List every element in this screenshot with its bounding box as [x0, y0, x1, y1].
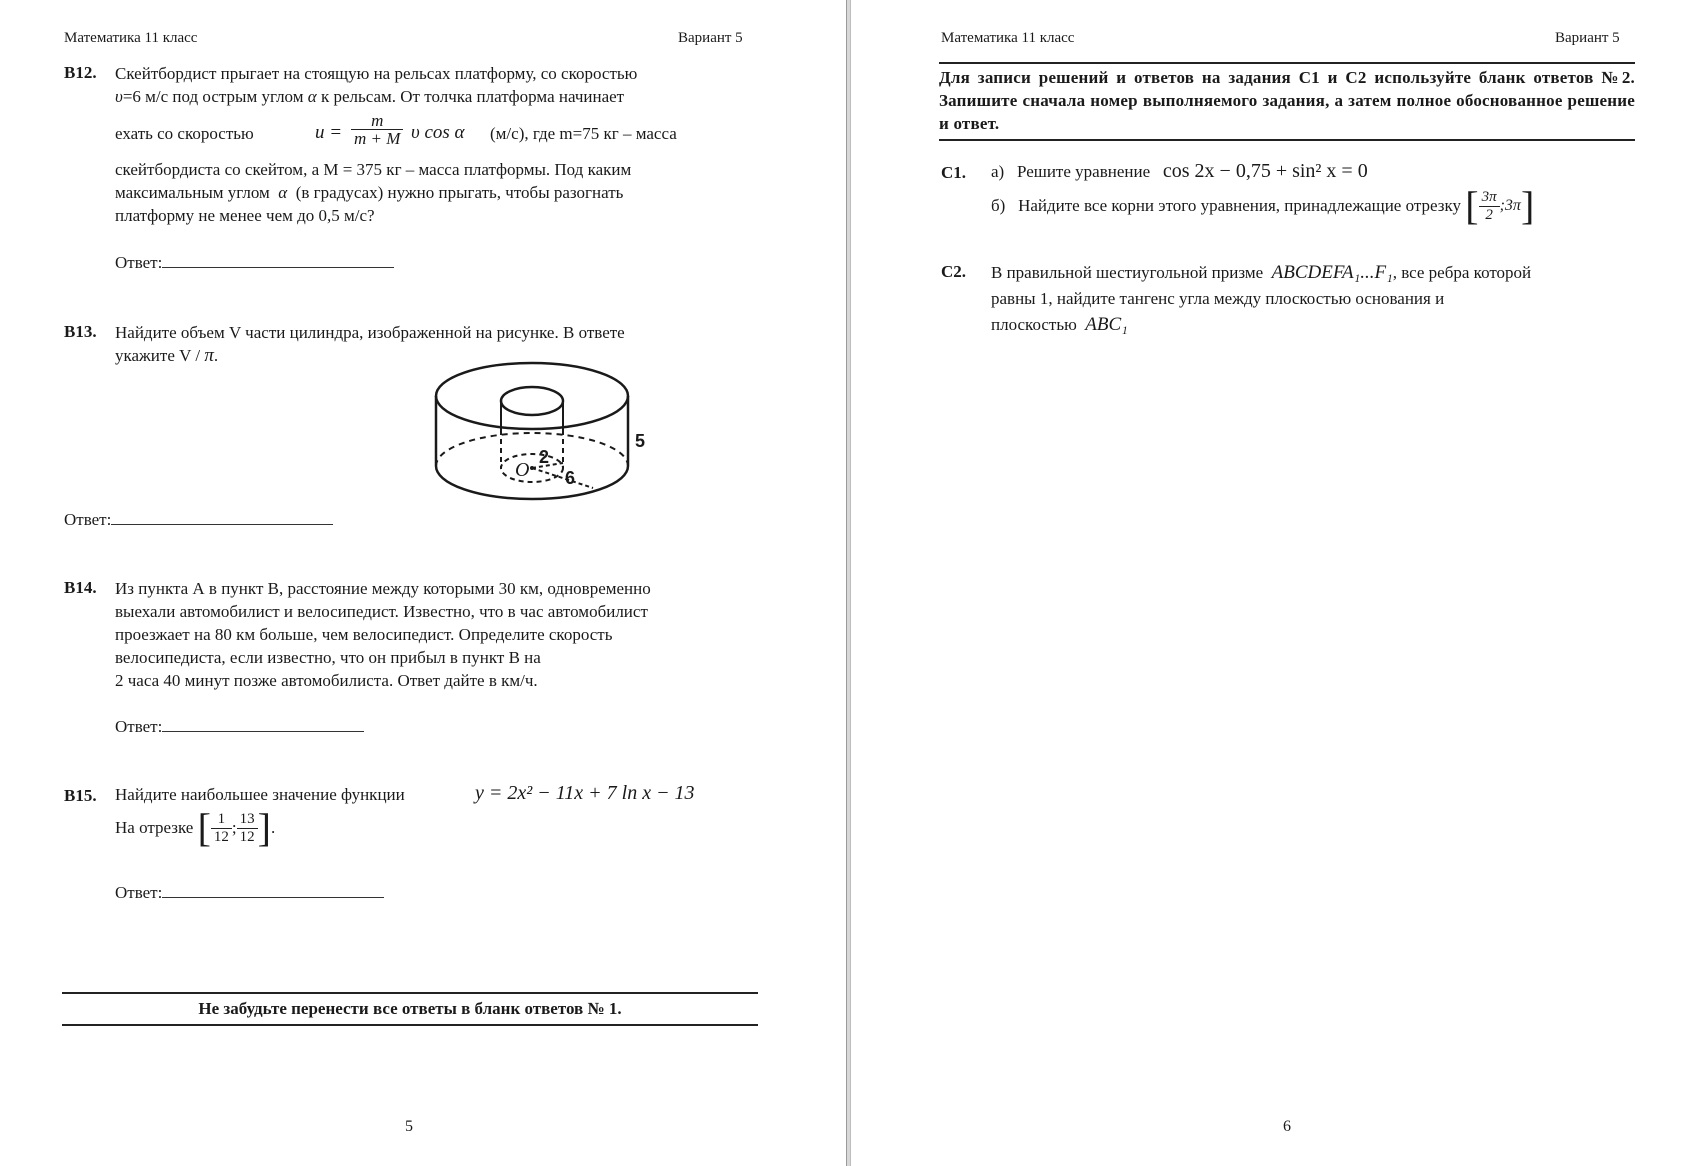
- b15-interval-line: На отрезке [ $\frac{1}{12}$ ; $\frac{13}{12}$ ].: [115, 805, 276, 850]
- task-b15-text: Найдите наибольшее значение функции: [115, 785, 405, 804]
- b14-answer: Ответ:: [115, 715, 364, 737]
- c1-part-b: б) Найдите все корни этого уравнения, принадлежащие отрезку [ $\frac{3\pi}{2}$ ;3π]: [991, 183, 1535, 228]
- b12-formula-lhs: u =: [315, 122, 343, 143]
- prism-name: ABCDEFA₁...F₁: [1271, 262, 1393, 283]
- b12-fraction: $\frac{m}{m + M}$: [351, 112, 403, 147]
- label-height: 5: [635, 431, 646, 451]
- b15-frac-lower: $\frac{1}{12}$: [211, 811, 232, 846]
- right-page-number: 6: [1283, 1118, 1291, 1135]
- b13-answer-line[interactable]: [111, 508, 333, 525]
- task-b14-text: Из пункта А в пункт В, расстояние между которыми 30 км, одновременно выехали автомобилист и велосипедист. Известно, что в час автомобилист проезжает на 80 км больше, чем велосипедист. Определите скорость велосипедиста, если известно, что он прибыл в пункт В на 2 часа 40 минут позже автомобилиста. Ответ дайте в км/ч.: [115, 579, 651, 690]
- task-c1-number: С1.: [941, 163, 967, 182]
- outer-top-ellipse: [436, 363, 628, 429]
- left-page-number: 5: [405, 1118, 413, 1135]
- task-b13-text: Найдите объем V части цилиндра, изображенной на рисунке. В ответе укажите V / π.: [115, 323, 625, 366]
- c1-interval-fraction: $\frac{3\pi}{2}$: [1479, 189, 1500, 224]
- b15-answer: Ответ:: [115, 881, 384, 903]
- task-b15-number: В15.: [64, 786, 97, 805]
- hollow-cylinder-figure: [425, 348, 665, 533]
- outer-bottom-back: [436, 433, 628, 466]
- task-b12-text-cont: скейтбордиста со скейтом, а M = 375 кг – масса платформы. Под каким максимальным углом α (в градусах) нужно прыгать, чтобы разогнать платформу не менее чем до 0,5 м/с?: [115, 160, 632, 225]
- part-c-instruction: Для записи решений и ответов на задания С1 и С2 используйте бланк ответов №2. Запишите сначала номер выполняемого задания, а затем полное обоснованное решение и ответ.: [939, 62, 1635, 141]
- right-header-subject: Математика 11 класс: [941, 30, 1075, 46]
- task-b12-number: В12.: [64, 63, 97, 82]
- label-o: O: [515, 459, 530, 481]
- left-header-subject: Математика 11 класс: [64, 30, 198, 46]
- b12-formula-rhs: υ cos α: [411, 122, 465, 143]
- right-header-variant: Вариант 5: [1555, 30, 1620, 46]
- b14-answer-line[interactable]: [162, 715, 364, 732]
- label-inner-radius: 2: [539, 447, 550, 467]
- task-b14-number: В14.: [64, 578, 97, 597]
- c1-equation: cos 2x − 0,75 + sin² x = 0: [1162, 160, 1368, 182]
- b12-line1: Скейтбордист прыгает на стоящую на рельсах платформу, со скоростью: [115, 64, 638, 83]
- center-point: [530, 466, 534, 470]
- task-b12-text: [115, 62, 757, 108]
- b12-answer: Ответ:: [115, 251, 394, 273]
- b12-answer-line[interactable]: [162, 251, 394, 268]
- plane-name: ABC₁: [1085, 314, 1128, 335]
- b15-function-formula: y = 2x² − 11x + 7 ln x − 13: [475, 782, 695, 804]
- label-outer-radius: 6: [565, 468, 576, 488]
- right-page: [851, 0, 1695, 1166]
- c1-part-a: а) Решите уравнение cos 2x − 0,75 + sin² x = 0: [991, 160, 1368, 182]
- task-c2-number: С2.: [941, 262, 967, 281]
- task-b13-number: В13.: [64, 322, 97, 341]
- left-page: [0, 0, 846, 1166]
- task-c2-text: В правильной шестиугольной призме ABCDEFA₁...F₁, все ребра которой равны 1, найдите тангенс угла между плоскостью основания и плоскостью ABC₁: [991, 262, 1532, 335]
- inner-top-ellipse: [501, 387, 563, 415]
- b15-frac-upper: $\frac{13}{12}$: [237, 811, 258, 846]
- left-header-variant: Вариант 5: [678, 30, 743, 46]
- b15-answer-line[interactable]: [162, 881, 384, 898]
- b12-formula-line: ехать со скоростью u = $\frac{m}{m + M}$ υ cos α (м/с), где m=75 кг – масса: [115, 111, 677, 148]
- transfer-answers-notice: Не забудьте перенести все ответы в бланк ответов № 1.: [62, 992, 758, 1026]
- b12-line2: υ=6 м/с под острым углом α к рельсам. От толчка платформа начинает: [115, 87, 625, 106]
- b13-answer: Ответ:: [64, 508, 333, 530]
